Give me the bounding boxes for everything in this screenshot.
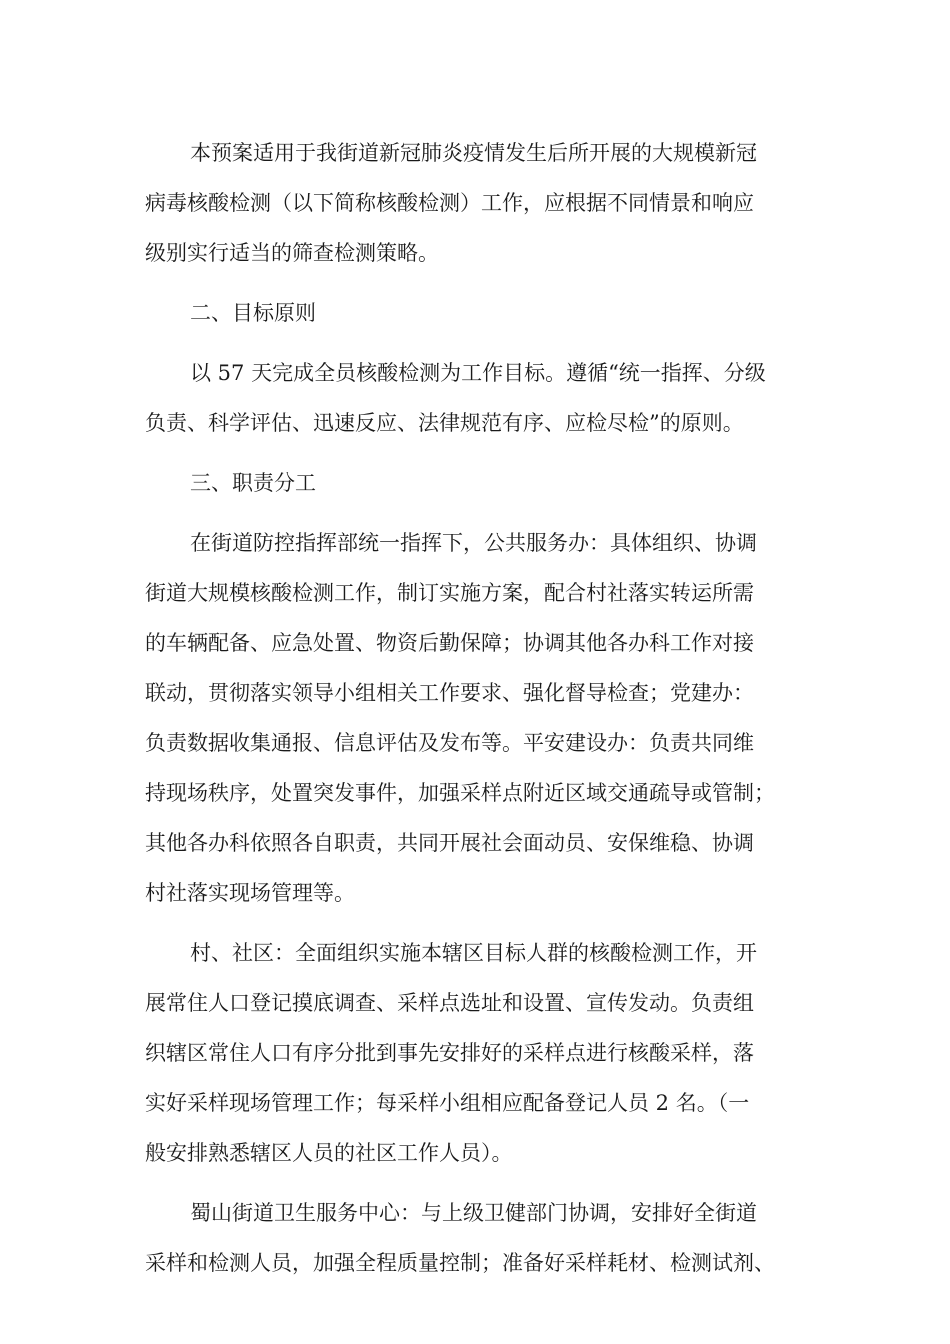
paragraph-health-center-duties — [145, 1188, 835, 1288]
paragraph-goals — [145, 348, 835, 448]
section-heading-duties — [145, 458, 835, 508]
text-line: 村社落实现场管理等。 — [145, 881, 355, 905]
paragraph-community-duties — [145, 928, 835, 1178]
heading-text: 二、目标原则 — [190, 301, 316, 325]
text-line: 其他各办科依照各自职责，共同开展社会面动员、安保维稳、协调 — [145, 831, 754, 855]
heading-text: 三、职责分工 — [190, 471, 316, 495]
document-body — [145, 128, 835, 1298]
text-line: 蜀山街道卫生服务中心：与上级卫健部门协调，安排好全街道 — [190, 1201, 757, 1225]
paragraph-scope — [145, 128, 835, 278]
text-line: 街道大规模核酸检测工作，制订实施方案，配合村社落实转运所需 — [145, 581, 754, 605]
text-line: 负责数据收集通报、信息评估及发布等。平安建设办：负责共同维 — [145, 731, 754, 755]
text-line: 持现场秩序，处置突发事件，加强采样点附近区域交通疏导或管制； — [145, 781, 775, 805]
text-line: 村、社区：全面组织实施本辖区目标人群的核酸检测工作，开 — [190, 941, 757, 965]
text-line: 级别实行适当的筛查检测策略。 — [145, 241, 439, 265]
text-line: 采样和检测人员，加强全程质量控制；准备好采样耗材、检测试剂、 — [145, 1251, 775, 1275]
text-line: 在街道防控指挥部统一指挥下，公共服务办：具体组织、协调 — [190, 531, 757, 555]
text-line: 实好采样现场管理工作；每采样小组相应配备登记人员 2 名。（一 — [145, 1091, 750, 1115]
text-line: 以 57 天完成全员核酸检测为工作目标。遵循“统一指挥、分级 — [190, 361, 766, 385]
text-line: 病毒核酸检测（以下简称核酸检测）工作，应根据不同情景和响应 — [145, 191, 754, 215]
text-line: 展常住人口登记摸底调查、采样点选址和设置、宣传发动。负责组 — [145, 991, 754, 1015]
text-line: 般安排熟悉辖区人员的社区工作人员）。 — [145, 1141, 513, 1165]
text-line: 联动，贯彻落实领导小组相关工作要求、强化督导检查；党建办： — [145, 681, 754, 705]
text-line: 织辖区常住人口有序分批到事先安排好的采样点进行核酸采样，落 — [145, 1041, 754, 1065]
text-line: 的车辆配备、应急处置、物资后勤保障；协调其他各办科工作对接 — [145, 631, 754, 655]
paragraph-command-duties — [145, 518, 835, 918]
section-heading-goals — [145, 288, 835, 338]
text-line: 负责、科学评估、迅速反应、法律规范有序、应检尽检”的原则。 — [145, 411, 744, 435]
text-line: 本预案适用于我街道新冠肺炎疫情发生后所开展的大规模新冠 — [190, 141, 757, 165]
